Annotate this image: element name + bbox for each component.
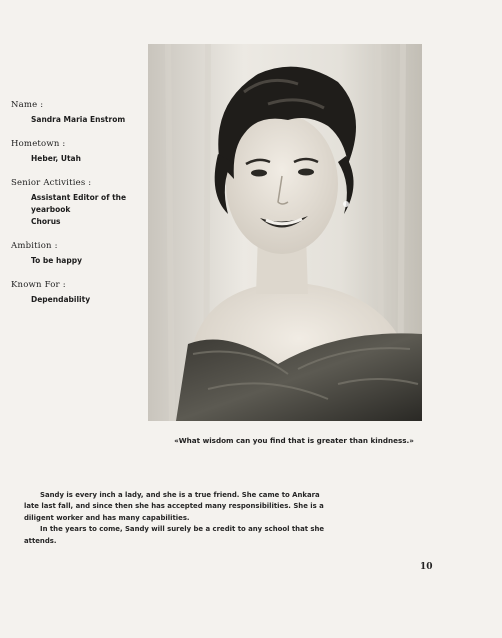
info-known-for <box>11 280 143 306</box>
info-hometown <box>11 139 143 165</box>
ambition-value: To be happy <box>31 256 82 265</box>
activity-line-3: Chorus <box>31 217 61 226</box>
activity-line-1: Assistant Editor of the <box>31 193 127 202</box>
page-number: 10 <box>420 562 433 572</box>
description-paragraph-1: Sandy is every inch a lady, and she is a true friend. She came to Ankara late last fall, and since then she has accepted many responsibilities. She is a diligent worker and has many capabilities. <box>24 491 324 522</box>
name-value: Sandra Maria Enstrom <box>31 115 126 124</box>
info-name <box>11 100 143 126</box>
name-label: Name : <box>11 100 44 110</box>
activities-label: Senior Activities : <box>11 178 92 188</box>
known-for-label: Known For : <box>11 280 66 290</box>
info-ambition <box>11 241 143 267</box>
hometown-label: Hometown : <box>11 139 66 149</box>
hometown-value: Heber, Utah <box>31 154 81 163</box>
ambition-label: Ambition : <box>11 241 58 251</box>
portrait-illustration <box>148 44 422 421</box>
description-paragraph-2: In the years to come, Sandy will surely be a credit to any school that she attends. <box>24 525 325 545</box>
description <box>24 490 326 547</box>
quote: «What wisdom can you find that is greater than kindness.» <box>174 436 414 445</box>
known-for-value: Dependability <box>31 295 91 304</box>
activity-line-2: yearbook <box>31 205 71 214</box>
senior-info-list <box>11 100 143 319</box>
portrait-photo <box>148 44 422 421</box>
info-activities <box>11 178 143 228</box>
